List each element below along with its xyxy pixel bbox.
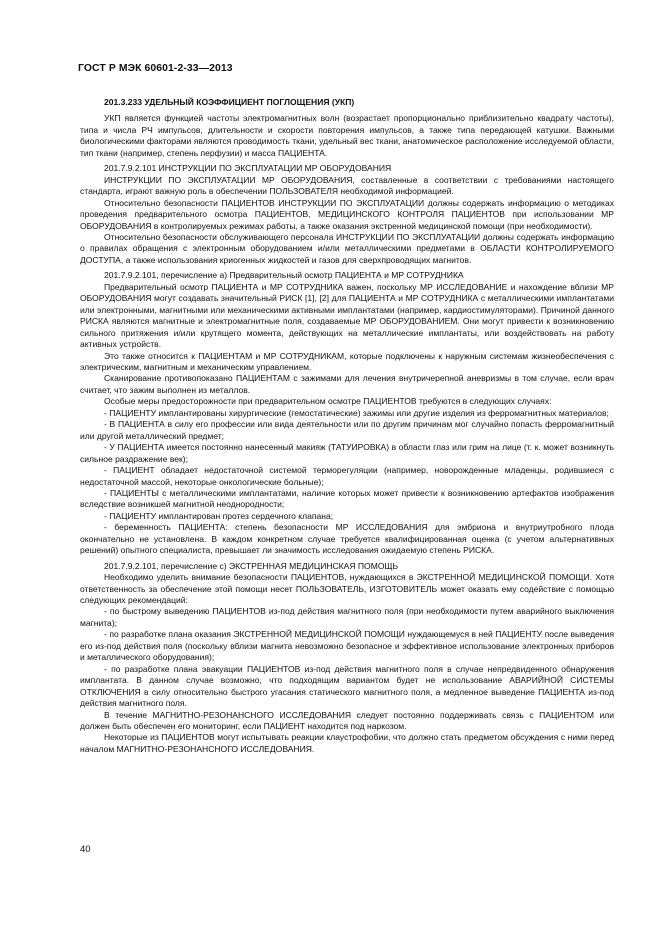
list-item: - ПАЦИЕНТУ имплантированы хирургические (гемостатические) зажимы или другие изделия из ферромагнитных материалов;	[104, 407, 609, 418]
document-header: ГОСТ Р МЭК 60601-2-33—2013	[78, 63, 233, 74]
paragraph: Относительно безопасности ПАЦИЕНТОВ ИНСТРУКЦИИ ПО ЭКСПЛУАТАЦИИ должны содержать информацию о методиках проведения предварительного осмотра ПАЦИЕНТОВ, МЕДИЦИНСКОГО КОНТРОЛЯ ПАЦИЕНТОВ при использовании МР ОБОРУДОВАНИЯ в контролируемых режимах работы, а также оказания экстренной медицинской помощи (при необходимости).	[80, 197, 614, 231]
section-heading-emergency: 201.7.9.2.101, перечисление с) ЭКСТРЕННАЯ МЕДИЦИНСКАЯ ПОМОЩЬ	[104, 560, 399, 571]
list-item: - по быстрому выведению ПАЦИЕНТОВ из-под действия магнитного поля (при необходимости путем аварийного выключения магнита);	[80, 606, 614, 628]
list-item: - ПАЦИЕНТ обладает недостаточной системой терморегуляции (например, новорожденные младенцы, родившиеся с недостаточной массой, некоторые онкологические больные);	[80, 465, 614, 487]
paragraph-sar-definition: УКП является функцией частоты электромагнитных волн (возрастает пропорционально приблизительно квадрату частоты), типа и числа РЧ импульсов, длительности и скорости повторения импульсов, а также типа передающей катушки. Важными биологическими факторами являются проводимость ткани, удельный вес ткани, анатомическое расположение исследуемой области, тип ткани (например, степень перфузии) и масса ПАЦИЕНТА.	[80, 113, 614, 158]
paragraph: Сканирование противопоказано ПАЦИЕНТАМ с зажимами для лечения внутричерепной аневризмы в том случае, если врач считает, что зажим выполнен из металлов.	[80, 373, 614, 395]
section-heading-instructions: 201.7.9.2.101 ИНСТРУКЦИИ ПО ЭКСПЛУАТАЦИИ МР ОБОРУДОВАНИЯ	[104, 163, 392, 174]
list-item: - ПАЦИЕНТУ имплантирован протез сердечного клапана;	[104, 510, 334, 521]
paragraph: Необходимо уделить внимание безопасности ПАЦИЕНТОВ, нуждающихся в ЭКСТРЕННОЙ МЕДИЦИНСКОЙ ПОМОЩИ. Хотя ответственность за обеспечение этой помощи несет ПОЛЬЗОВАТЕЛЬ, ИЗГОТОВИТЕЛЬ может оказать ему содействие с помощью следующих рекомендаций:	[80, 572, 614, 606]
page-number: 40	[80, 844, 91, 855]
document-body	[80, 97, 614, 755]
section-heading-screening: 201.7.9.2.101, перечисление а) Предварительный осмотр ПАЦИЕНТА и МР СОТРУДНИКА	[104, 270, 464, 281]
list-item: - У ПАЦИЕНТА имеется постоянно нанесенный макияж (ТАТУИРОВКА) в области глаз или грим на лице (т. к. может возникнуть сильное раздражение век);	[80, 442, 614, 464]
paragraph: ИНСТРУКЦИИ ПО ЭКСПЛУАТАЦИИ МР ОБОРУДОВАНИЯ, составленные в соответствии с требованиями настоящего стандарта, играют важную роль в обеспечении ПОЛЬЗОВАТЕЛЯ необходимой информацией.	[80, 174, 614, 197]
paragraph: Предварительный осмотр ПАЦИЕНТА и МР СОТРУДНИКА важен, поскольку МР ИССЛЕДОВАНИЕ и нахождение вблизи МР ОБОРУДОВАНИЯ могут создавать значительный РИСК [1], [2] для ПАЦИЕНТА и МР СОТРУДНИКА с металлическими имплантатами или электронными, магнитными или механическими активными имплантатами (например, кардиостимуляторами). Причиной данного РИСКА являются магнитные и электромагнитные поля, создаваемые МР ОБОРУДОВАНИЕМ. Они могут привести к возникновению сильного притяжения и/или крутящего момента, действующих на металлические имплантаты, или воздействовать на работу активных устройств.	[80, 281, 614, 350]
paragraph: Относительно безопасности обслуживающего персонала ИНСТРУКЦИИ ПО ЭКСПЛУАТАЦИИ должны содержать информацию о правилах обращения с электронным оборудованием и/или металлическими предметами в ОБЛАСТИ КОНТРОЛИРУЕМОГО ДОСТУПА, а также использования криогенных жидкостей и газов для сверхпроводящих магнитов.	[80, 231, 614, 265]
list-item: - ПАЦИЕНТЫ с металлическими имплантатами, наличие которых может привести к возникновению артефактов изображения вследствие возникшей магнитной неоднородности;	[80, 487, 614, 510]
section-heading-sar: 201.3.233 УДЕЛЬНЫЙ КОЭФФИЦИЕНТ ПОГЛОЩЕНИЯ (УКП)	[104, 97, 355, 107]
paragraph: В течение МАГНИТНО-РЕЗОНАНСНОГО ИССЛЕДОВАНИЯ следует постоянно поддерживать связь с ПАЦИЕНТОМ или должен быть обеспечен его мониторинг, если ПАЦИЕНТ находится под наркозом.	[80, 709, 614, 732]
list-item: - по разработке плана оказания ЭКСТРЕННОЙ МЕДИЦИНСКОЙ ПОМОЩИ нуждающемуся в ней ПАЦИЕНТУ после выведения его из-под действия поля (поскольку вблизи магнита невозможно безопасное и эффективное использование электронных приборов и металлического оборудования);	[80, 629, 614, 663]
list-item: - беременность ПАЦИЕНТА: степень безопасности МР ИССЛЕДОВАНИЯ для эмбриона и внутриутробного плода окончательно не установлена. В каждом конкретном случае требуется квалифицированная оценка (с учетом альтернативных решений) опытного специалиста, превышает ли значимость исследования ожидаемую степень РИСКА.	[80, 522, 614, 556]
paragraph: Особые меры предосторожности при предварительном осмотре ПАЦИЕНТОВ требуются в следующих случаях:	[104, 396, 552, 407]
list-item: - по разработке плана эвакуации ПАЦИЕНТОВ из-под действия магнитного поля в случае непредвиденного обнаружения имплантата. В данном случае возможно, что подходящим вариантом будет не использование АВАРИЙНОЙ СИСТЕМЫ ОТКЛЮЧЕНИЯ в силу относительно быстрого угасания статического магнитного поля, а медленное выведение ПАЦИЕНТА из-под действия магнитного поля.	[80, 663, 614, 709]
list-item: - В ПАЦИЕНТА в силу его профессии или вида деятельности или по другим причинам мог случайно попасть ферромагнитный или другой металлический предмет;	[80, 419, 614, 441]
paragraph: Некоторые из ПАЦИЕНТОВ могут испытывать реакции клаустрофобии, что должно стать предметом обсуждения с ними перед началом МАГНИТНО-РЕЗОНАНСНОГО ИССЛЕДОВАНИЯ.	[80, 732, 614, 754]
paragraph: Это также относится к ПАЦИЕНТАМ и МР СОТРУДНИКАМ, которые подключены к наружным системам жизнеобеспечения с электрическим, магнитным и механическим управлением.	[80, 350, 614, 372]
